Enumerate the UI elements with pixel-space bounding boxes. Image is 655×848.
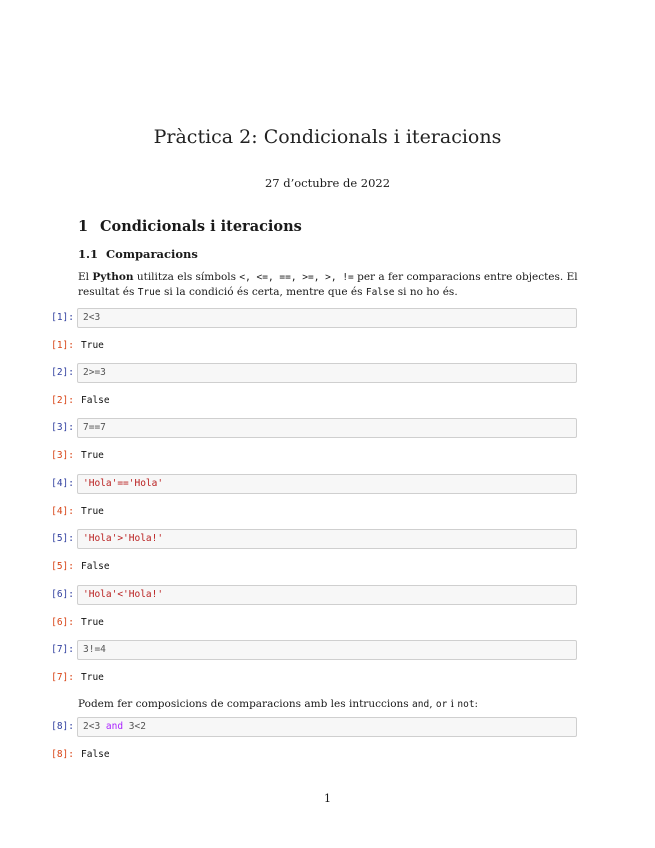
input-cell[interactable] [0, 474, 655, 496]
input-cell[interactable] [0, 717, 655, 739]
output-cell [0, 745, 655, 767]
input-prompt: [2]: [51, 367, 74, 378]
code-keyword: and [105, 721, 124, 732]
input-cell[interactable] [0, 585, 655, 607]
intro-paragraph [78, 270, 578, 300]
compose-text: , [429, 698, 436, 710]
output-value: False [81, 749, 110, 760]
input-prompt: [7]: [51, 644, 74, 655]
input-prompt: [1]: [51, 312, 74, 323]
input-prompt: [5]: [51, 533, 74, 544]
page-number: 1 [324, 792, 331, 805]
section-title: Condicionals i iteracions [100, 218, 302, 235]
python-bold: Python [92, 271, 134, 283]
output-prompt: [4]: [51, 506, 74, 517]
output-prompt: [2]: [51, 395, 74, 406]
output-cell [0, 446, 655, 468]
output-cell [0, 391, 655, 413]
output-value: False [81, 561, 110, 572]
input-cell[interactable] [0, 418, 655, 440]
false-code: False [365, 287, 395, 298]
section-heading [78, 218, 302, 235]
or-code: or [435, 699, 448, 710]
input-prompt: [6]: [51, 589, 74, 600]
intro-text: El [78, 271, 93, 283]
output-value: False [81, 395, 110, 406]
code-input[interactable]: 3!=4 [77, 640, 577, 660]
code-input[interactable]: 7==7 [77, 418, 577, 438]
section-number: 1 [78, 218, 89, 235]
output-prompt: [1]: [51, 340, 74, 351]
input-prompt: [3]: [51, 422, 74, 433]
code-part: 2<3 [83, 721, 106, 732]
output-cell [0, 668, 655, 690]
code-input[interactable]: 'Hola'>'Hola!' [77, 529, 577, 549]
input-cell[interactable] [0, 363, 655, 385]
and-code: and [412, 699, 430, 710]
output-value: True [81, 340, 104, 351]
intro-text: si no ho és. [394, 286, 458, 298]
output-cell [0, 336, 655, 358]
code-input[interactable]: 2>=3 [77, 363, 577, 383]
output-value: True [81, 450, 104, 461]
output-prompt: [3]: [51, 450, 74, 461]
output-prompt: [8]: [51, 749, 74, 760]
input-cell[interactable] [0, 640, 655, 662]
input-cell[interactable] [0, 529, 655, 551]
subsection-number: 1.1 [78, 247, 99, 261]
output-prompt: [7]: [51, 672, 74, 683]
compose-paragraph [78, 697, 578, 712]
subsection-title: Comparacions [106, 247, 198, 261]
input-prompt: [8]: [51, 721, 74, 732]
subsection-heading [78, 247, 198, 261]
intro-text: per a fer comparacions entre objectes. El resultat és [78, 271, 578, 298]
true-code: True [137, 287, 161, 298]
intro-text: utilitza els símbols [133, 271, 240, 283]
compose-text: Podem fer composicions de comparacions amb les intruccions [78, 698, 413, 710]
intro-text: si la condició és certa, mentre que és [160, 286, 366, 298]
page-title: Pràctica 2: Condicionals i iteracions [153, 126, 502, 148]
code-input[interactable] [77, 717, 577, 737]
code-part: 3<2 [123, 721, 146, 732]
output-cell [0, 557, 655, 579]
output-cell [0, 502, 655, 524]
code-input[interactable]: 'Hola'<'Hola!' [77, 585, 577, 605]
input-prompt: [4]: [51, 478, 74, 489]
compose-text: : [474, 698, 479, 710]
code-input[interactable]: 'Hola'=='Hola' [77, 474, 577, 494]
compose-text: i [447, 698, 458, 710]
not-code: not [457, 699, 475, 710]
code-input[interactable]: 2<3 [77, 308, 577, 328]
output-value: True [81, 506, 104, 517]
input-cell[interactable] [0, 308, 655, 330]
document-date: 27 d’octubre de 2022 [264, 176, 391, 190]
output-value: True [81, 617, 104, 628]
output-cell [0, 613, 655, 635]
output-prompt: [5]: [51, 561, 74, 572]
output-prompt: [6]: [51, 617, 74, 628]
operators-code: <, <=, ==, >=, >, != [239, 272, 354, 283]
output-value: True [81, 672, 104, 683]
